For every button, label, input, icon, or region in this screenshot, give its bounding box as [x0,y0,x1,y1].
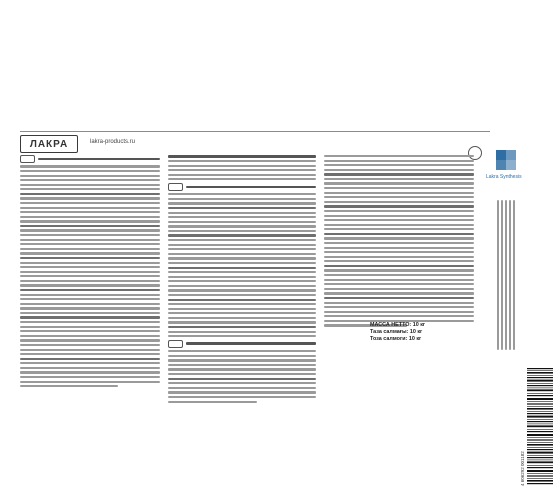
website-text: lakra-products.ru [90,139,136,145]
header-rule [20,131,490,132]
text-column-1 [20,155,160,390]
barcode-graphic [527,368,553,486]
lakra-synthesis-logo: Lakra Synthesis [486,150,526,190]
section-tag [168,183,183,191]
barcode-digits: 4 606292 001182 [520,451,525,486]
lakra-logo: ЛАКРА [20,135,78,153]
net-weight-kz: Таза салмағы: 10 кг [370,329,423,335]
vertical-text-band [497,200,525,360]
text-column-2 [168,155,316,405]
text-column-3 [324,155,474,329]
net-weight-block [370,322,425,343]
net-weight-ru: МАССА НЕТТО: 10 кг [370,322,426,328]
net-weight-uz: Тоза салмоги: 10 кг [370,336,422,342]
section-tag [168,340,183,348]
section-tag [20,155,35,163]
